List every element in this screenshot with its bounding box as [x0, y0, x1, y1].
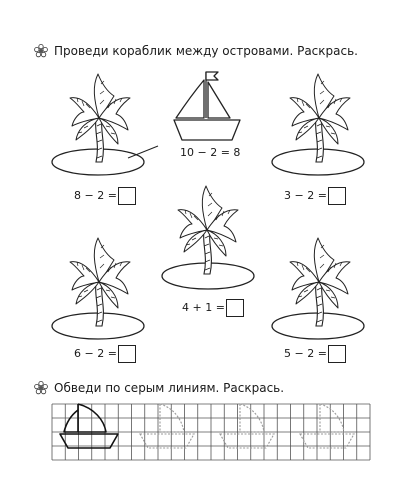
island-expression: 4 + 1 =	[182, 301, 225, 314]
route-line[interactable]	[128, 146, 158, 158]
grey-boat-2[interactable]	[220, 404, 274, 448]
answer-box[interactable]	[226, 299, 244, 317]
sample-boat	[60, 404, 118, 448]
boat-equation: 10 − 2 = 8	[180, 146, 241, 159]
island-expression: 3 − 2 =	[284, 189, 327, 202]
island-top-left	[52, 74, 144, 175]
answer-box[interactable]	[328, 345, 346, 363]
island-expression: 8 − 2 =	[74, 189, 117, 202]
island-top-right	[272, 74, 364, 175]
task1-instruction: Проведи кораблик между островами. Раскрась.	[54, 44, 358, 58]
grey-boat-3[interactable]	[300, 404, 354, 448]
answer-box[interactable]	[118, 345, 136, 363]
answer-box[interactable]	[328, 187, 346, 205]
island-expression: 6 − 2 =	[74, 347, 117, 360]
island-bottom-right	[272, 238, 364, 339]
grey-boat-1[interactable]	[140, 404, 194, 448]
island-expression: 5 − 2 =	[284, 347, 327, 360]
flower-icon	[35, 381, 48, 393]
task2-instruction: Обведи по серым линиям. Раскрась.	[54, 381, 285, 395]
island-center	[162, 186, 254, 289]
island-bottom-left	[52, 238, 144, 339]
sailboat-illustration	[174, 72, 240, 140]
answer-box[interactable]	[118, 187, 136, 205]
